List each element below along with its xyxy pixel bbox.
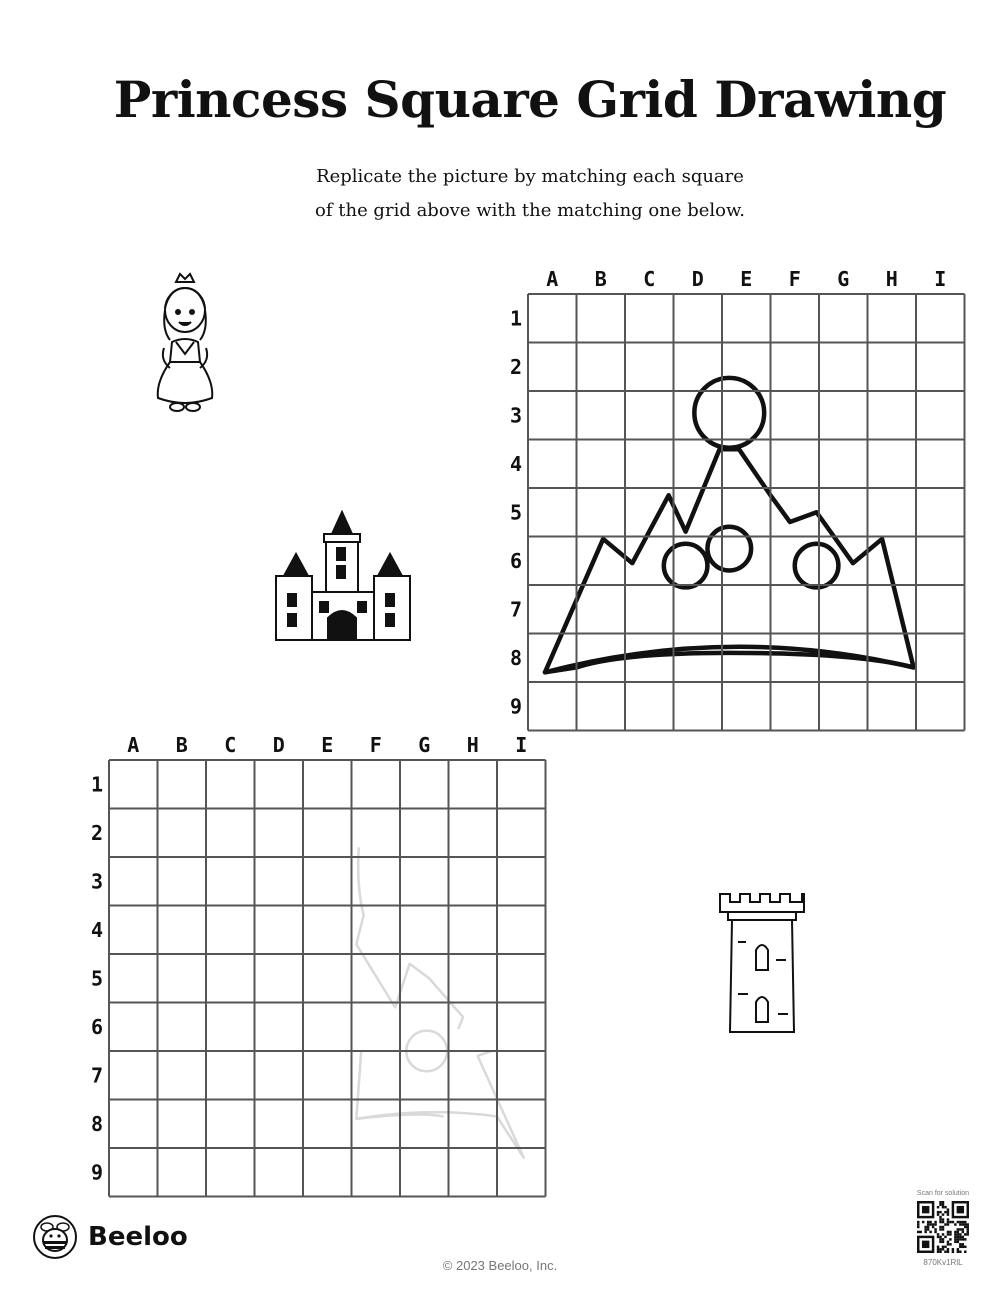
tower-illustration	[716, 890, 808, 1036]
row-label-7: 7	[90, 1063, 104, 1088]
row-label-2: 2	[509, 354, 523, 379]
column-label-h: H	[466, 733, 479, 757]
row-label-6: 6	[509, 548, 523, 573]
qr-caption: Scan for solution	[916, 1190, 970, 1197]
column-label-c: C	[643, 267, 656, 291]
column-label-c: C	[224, 733, 237, 757]
column-label-d: D	[272, 733, 285, 757]
row-label-9: 9	[90, 1160, 104, 1185]
row-label-7: 7	[509, 597, 523, 622]
column-label-f: F	[788, 267, 801, 291]
crown-top-jewel	[694, 378, 764, 448]
reference-grid	[500, 262, 970, 738]
row-label-5: 5	[90, 966, 104, 991]
copyright: © 2023 Beeloo, Inc.	[442, 1258, 558, 1273]
qr-code-text: 870Kv1RlL	[923, 1258, 963, 1267]
row-label-1: 1	[90, 772, 104, 797]
instructions	[300, 160, 760, 228]
column-label-i: I	[934, 267, 947, 291]
qr-block[interactable]	[908, 1190, 978, 1267]
crown-jewel	[707, 527, 751, 571]
row-label-4: 4	[90, 917, 104, 942]
qr-code-icon[interactable]	[917, 1201, 969, 1253]
castle-illustration	[272, 510, 414, 642]
row-label-1: 1	[509, 306, 523, 331]
column-label-e: E	[321, 733, 334, 757]
row-label-2: 2	[90, 820, 104, 845]
practice-grid	[80, 728, 550, 1204]
brand-logo	[32, 1214, 188, 1260]
column-label-a: A	[127, 733, 140, 757]
column-label-i: I	[515, 733, 528, 757]
row-label-3: 3	[90, 869, 104, 894]
row-label-4: 4	[509, 451, 523, 476]
row-label-8: 8	[90, 1111, 104, 1136]
page-title: Princess Square Grid Drawing	[113, 70, 947, 129]
row-label-8: 8	[509, 645, 523, 670]
crown-jewel	[795, 544, 839, 588]
crown-jewel	[664, 544, 708, 588]
instructions-line-1: Replicate the picture by matching each square	[316, 166, 744, 187]
column-label-a: A	[546, 267, 559, 291]
row-label-5: 5	[509, 500, 523, 525]
brand-name: Beeloo	[88, 1222, 188, 1252]
column-label-h: H	[885, 267, 898, 291]
bee-icon	[32, 1214, 78, 1260]
princess-illustration	[150, 270, 220, 415]
column-label-g: G	[418, 733, 431, 757]
column-label-g: G	[837, 267, 850, 291]
column-label-d: D	[691, 267, 704, 291]
column-label-e: E	[740, 267, 753, 291]
row-label-3: 3	[509, 403, 523, 428]
column-label-b: B	[175, 733, 188, 757]
column-label-f: F	[369, 733, 382, 757]
column-label-b: B	[594, 267, 607, 291]
instructions-line-2: of the grid above with the matching one below.	[315, 200, 745, 221]
row-label-9: 9	[509, 694, 523, 719]
row-label-6: 6	[90, 1014, 104, 1039]
